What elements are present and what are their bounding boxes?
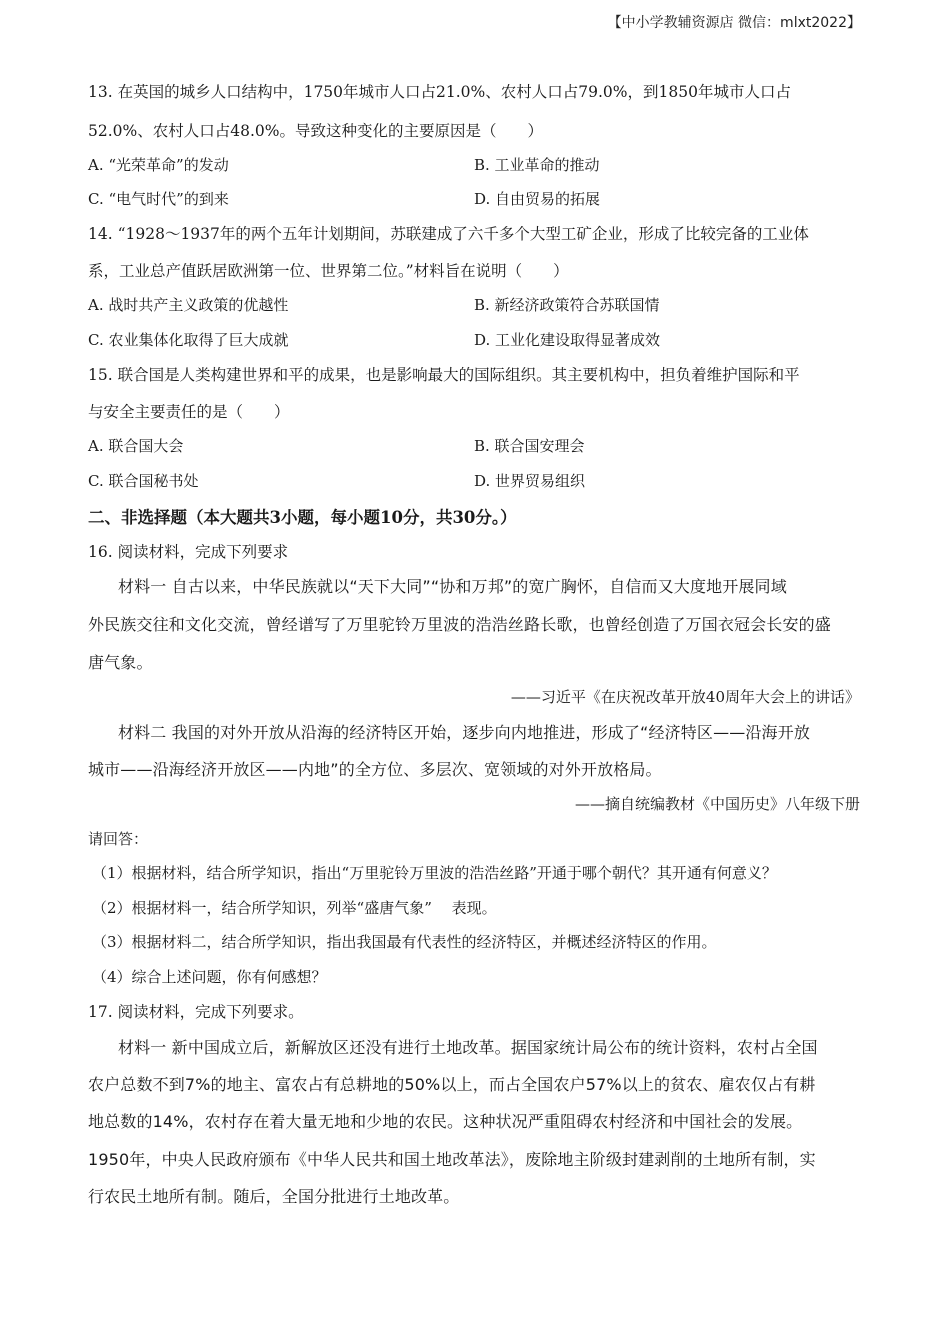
- q16-title: 16. 阅读材料，完成下列要求: [88, 543, 289, 561]
- q15-stem-line2: 与安全主要责任的是（ ）: [88, 403, 290, 421]
- q14-option-b: B. 新经济政策符合苏联国情: [474, 296, 660, 314]
- q15-option-c: C. 联合国秘书处: [88, 472, 199, 490]
- q13-stem-line2: 52.0%、农村人口占48.0%。导致这种变化的主要原因是（ ）: [88, 122, 543, 140]
- q17-material1-line4: 1950年，中央人民政府颁布《中华人民共和国土地改革法》，废除地主阶级封建剥削的土地所有制，实: [88, 1150, 816, 1169]
- q16-material1-line3: 唐气象。: [88, 653, 153, 672]
- q16-subquestion-1: （1）根据材料，结合所学知识，指出“万里驼铃万里波的浩浩丝路”开通于哪个朝代？其开通有何意义？: [92, 864, 777, 882]
- q16-subquestion-4: （4）综合上述问题，你有何感想？: [92, 968, 327, 986]
- q16-material2-line2: 城市——沿海经济开放区——内地”的全方位、多层次、宽领域的对外开放格局。: [88, 760, 662, 779]
- q15-option-d: D. 世界贸易组织: [474, 472, 586, 490]
- q15-option-b: B. 联合国安理会: [474, 437, 585, 455]
- q16-prompt: 请回答：: [88, 830, 149, 848]
- q16-material2-line1: 材料二 我国的对外开放从沿海的经济特区开始，逐步向内地推进，形成了“经济特区——沿海开放: [118, 723, 810, 742]
- q15-option-a: A. 联合国大会: [88, 437, 184, 455]
- q13-option-d: D. 自由贸易的拓展: [474, 190, 601, 208]
- q17-material1-line1: 材料一 新中国成立后，新解放区还没有进行土地改革。据国家统计局公布的统计资料，农村占全国: [118, 1038, 818, 1057]
- q16-material1-source: ——习近平《在庆祝改革开放40周年大会上的讲话》: [510, 688, 860, 706]
- q13-stem-line1: 13. 在英国的城乡人口结构中，1750年城市人口占21.0%、农村人口占79.0%，到1850年城市人口占: [88, 83, 791, 101]
- q17-material1-line2: 农户总数不到7%的地主、富农占有总耕地的50%以上，而占全国农户57%以上的贫农、雇农仅占有耕: [88, 1075, 816, 1094]
- q14-stem-line1: 14. “1928～1937年的两个五年计划期间，苏联建成了六千多个大型工矿企业，形成了比较完备的工业体: [88, 225, 809, 243]
- q17-title: 17. 阅读材料，完成下列要求。: [88, 1003, 304, 1021]
- q14-stem-line2: 系，工业总产值跃居欧洲第一位、世界第二位。”材料旨在说明（ ）: [88, 262, 569, 280]
- q16-subquestion-2: （2）根据材料一，结合所学知识，列举“盛唐气象” 表现。: [92, 899, 497, 917]
- q16-material1-line1: 材料一 自古以来，中华民族就以“天下大同”“协和万邦”的宽广胸怀，自信而又大度地开展同域: [118, 577, 787, 596]
- q17-material1-line3: 地总数的14%，农村存在着大量无地和少地的农民。这种状况严重阻碍农村经济和中国社会的发展。: [88, 1112, 803, 1131]
- q15-stem-line1: 15. 联合国是人类构建世界和平的成果，也是影响最大的国际组织。其主要机构中，担负着维护国际和平: [88, 366, 800, 384]
- section-heading: 二、非选择题（本大题共3小题，每小题10分，共30分。）: [88, 508, 517, 527]
- q14-option-a: A. 战时共产主义政策的优越性: [88, 296, 289, 314]
- q13-option-c: C. “电气时代”的到来: [88, 190, 229, 208]
- q13-option-a: A. “光荣革命”的发动: [88, 156, 229, 174]
- q13-option-b: B. 工业革命的推动: [474, 156, 600, 174]
- q14-option-d: D. 工业化建设取得显著成效: [474, 331, 661, 349]
- q17-material1-line5: 行农民土地所有制。随后，全国分批进行土地改革。: [88, 1187, 460, 1206]
- q16-material1-line2: 外民族交往和文化交流，曾经谱写了万里驼铃万里波的浩浩丝路长歌，也曾经创造了万国衣冠会长安的盛: [88, 615, 831, 634]
- page-header: 【中小学教辅资源店 微信：mlxt2022】: [607, 15, 861, 31]
- q14-option-c: C. 农业集体化取得了巨大成就: [88, 331, 289, 349]
- q16-subquestion-3: （3）根据材料二，结合所学知识，指出我国最有代表性的经济特区，并概述经济特区的作用。: [92, 933, 717, 951]
- q16-material2-source: ——摘自统编教材《中国历史》八年级下册: [574, 795, 860, 813]
